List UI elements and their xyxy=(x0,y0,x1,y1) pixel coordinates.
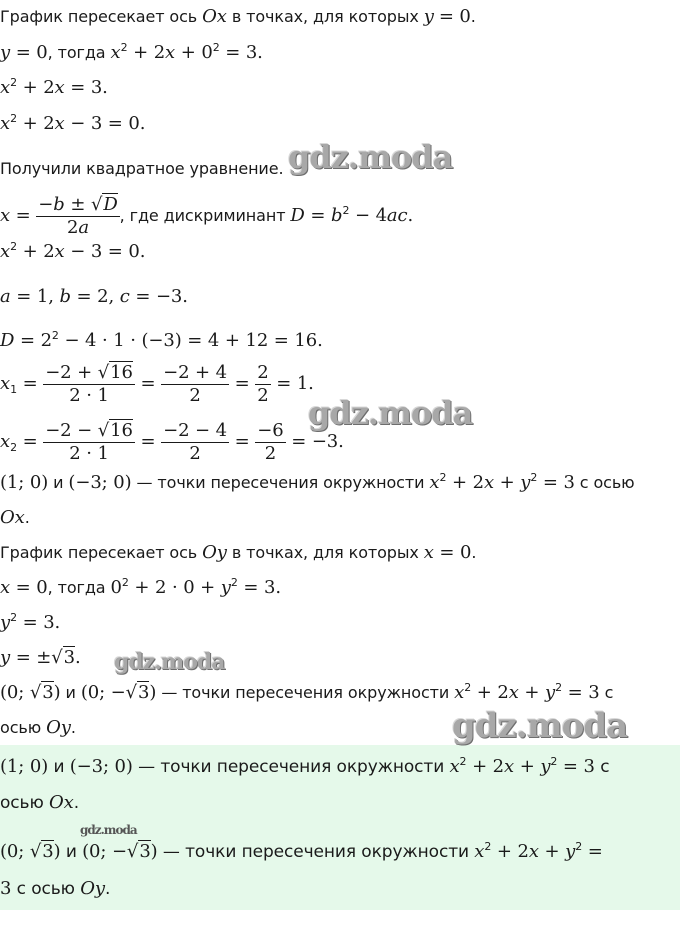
discriminant-line: $D = 2^2 - 4 \cdot 1 \cdot (-3) = 4 + 12 = 16$. xyxy=(0,329,323,351)
oy-result-line-1: (0; √3) и (0; −√3) — точки пересечения окружности $x^2 + 2x + y^2 = 3$ с xyxy=(0,681,614,703)
oy-equation-1: $y^2 = 3$. xyxy=(0,611,61,633)
coefficients-line: a = 1, b = 2, c = −3. xyxy=(0,286,188,307)
oy-substitution-line: x = 0, тогда $0^2 + 2 \cdot 0 + y^2 = 3$. xyxy=(0,576,281,598)
answer-line-1: (1; 0) и (−3; 0) — точки пересечения окружности $x^2 + 2x + y^2 = 3$ с xyxy=(0,755,610,777)
quadratic-label: Получили квадратное уравнение. xyxy=(0,159,284,178)
ox-intro-line: График пересекает ось Ox в точках, для которых y = 0. xyxy=(0,6,476,27)
formula-fraction: $\frac{-b \pm √D}{2a}$ xyxy=(38,194,118,238)
ox-result-line-1: (1; 0) и (−3; 0) — точки пересечения окружности $x^2 + 2x + y^2 = 3$ с осью xyxy=(0,471,635,493)
oy-result-line-2: осью Oy. xyxy=(0,717,76,738)
watermark-logo: gdz.moda xyxy=(288,138,453,176)
answer-line-3: (0; √3) и (0; −√3) — точки пересечения окружности $x^2 + 2x + y^2$ = xyxy=(0,840,603,862)
ox-result-line-2: Ox. xyxy=(0,507,30,528)
oy-equation-2: y = ±√3. xyxy=(0,647,81,668)
ox-equation-2: $x^2 + 2x - 3 = 0$. xyxy=(0,112,146,134)
watermark-logo: gdz.moda xyxy=(308,394,473,432)
answer-line-2: осью Ox. xyxy=(0,792,80,813)
watermark-logo: gdz.moda xyxy=(80,823,137,837)
ox-equation-1: $x^2 + 2x = 3$. xyxy=(0,76,108,98)
ox-equation-3: $x^2 + 2x - 3 = 0$. xyxy=(0,240,146,262)
root-x2-line: $x_2$ = $\frac{-2 - √16}{2 \cdot 1}$ = $\frac{-2 - 4}{2}$ = $\frac{-6}{2}$ = −3. xyxy=(0,420,344,464)
ox-substitution-line: y = 0, тогда $x^2 + 2x + 0^2 = 3$. xyxy=(0,41,263,63)
watermark-logo: gdz.moda xyxy=(452,706,628,746)
oy-intro-line: График пересекает ось Oy в точках, для которых x = 0. xyxy=(0,542,477,563)
answer-line-4: 3 с осью Oy. xyxy=(0,878,111,899)
watermark-logo: gdz.moda xyxy=(114,649,225,675)
quadratic-formula-line: x = $\frac{-b \pm √D}{2a}$ , где дискриминант $D = b^2 - 4ac$. xyxy=(0,194,414,238)
root-x1-line: $x_1$ = $\frac{-2 + √16}{2 \cdot 1}$ = $\frac{-2 + 4}{2}$ = $\frac{2}{2}$ = 1. xyxy=(0,362,314,406)
